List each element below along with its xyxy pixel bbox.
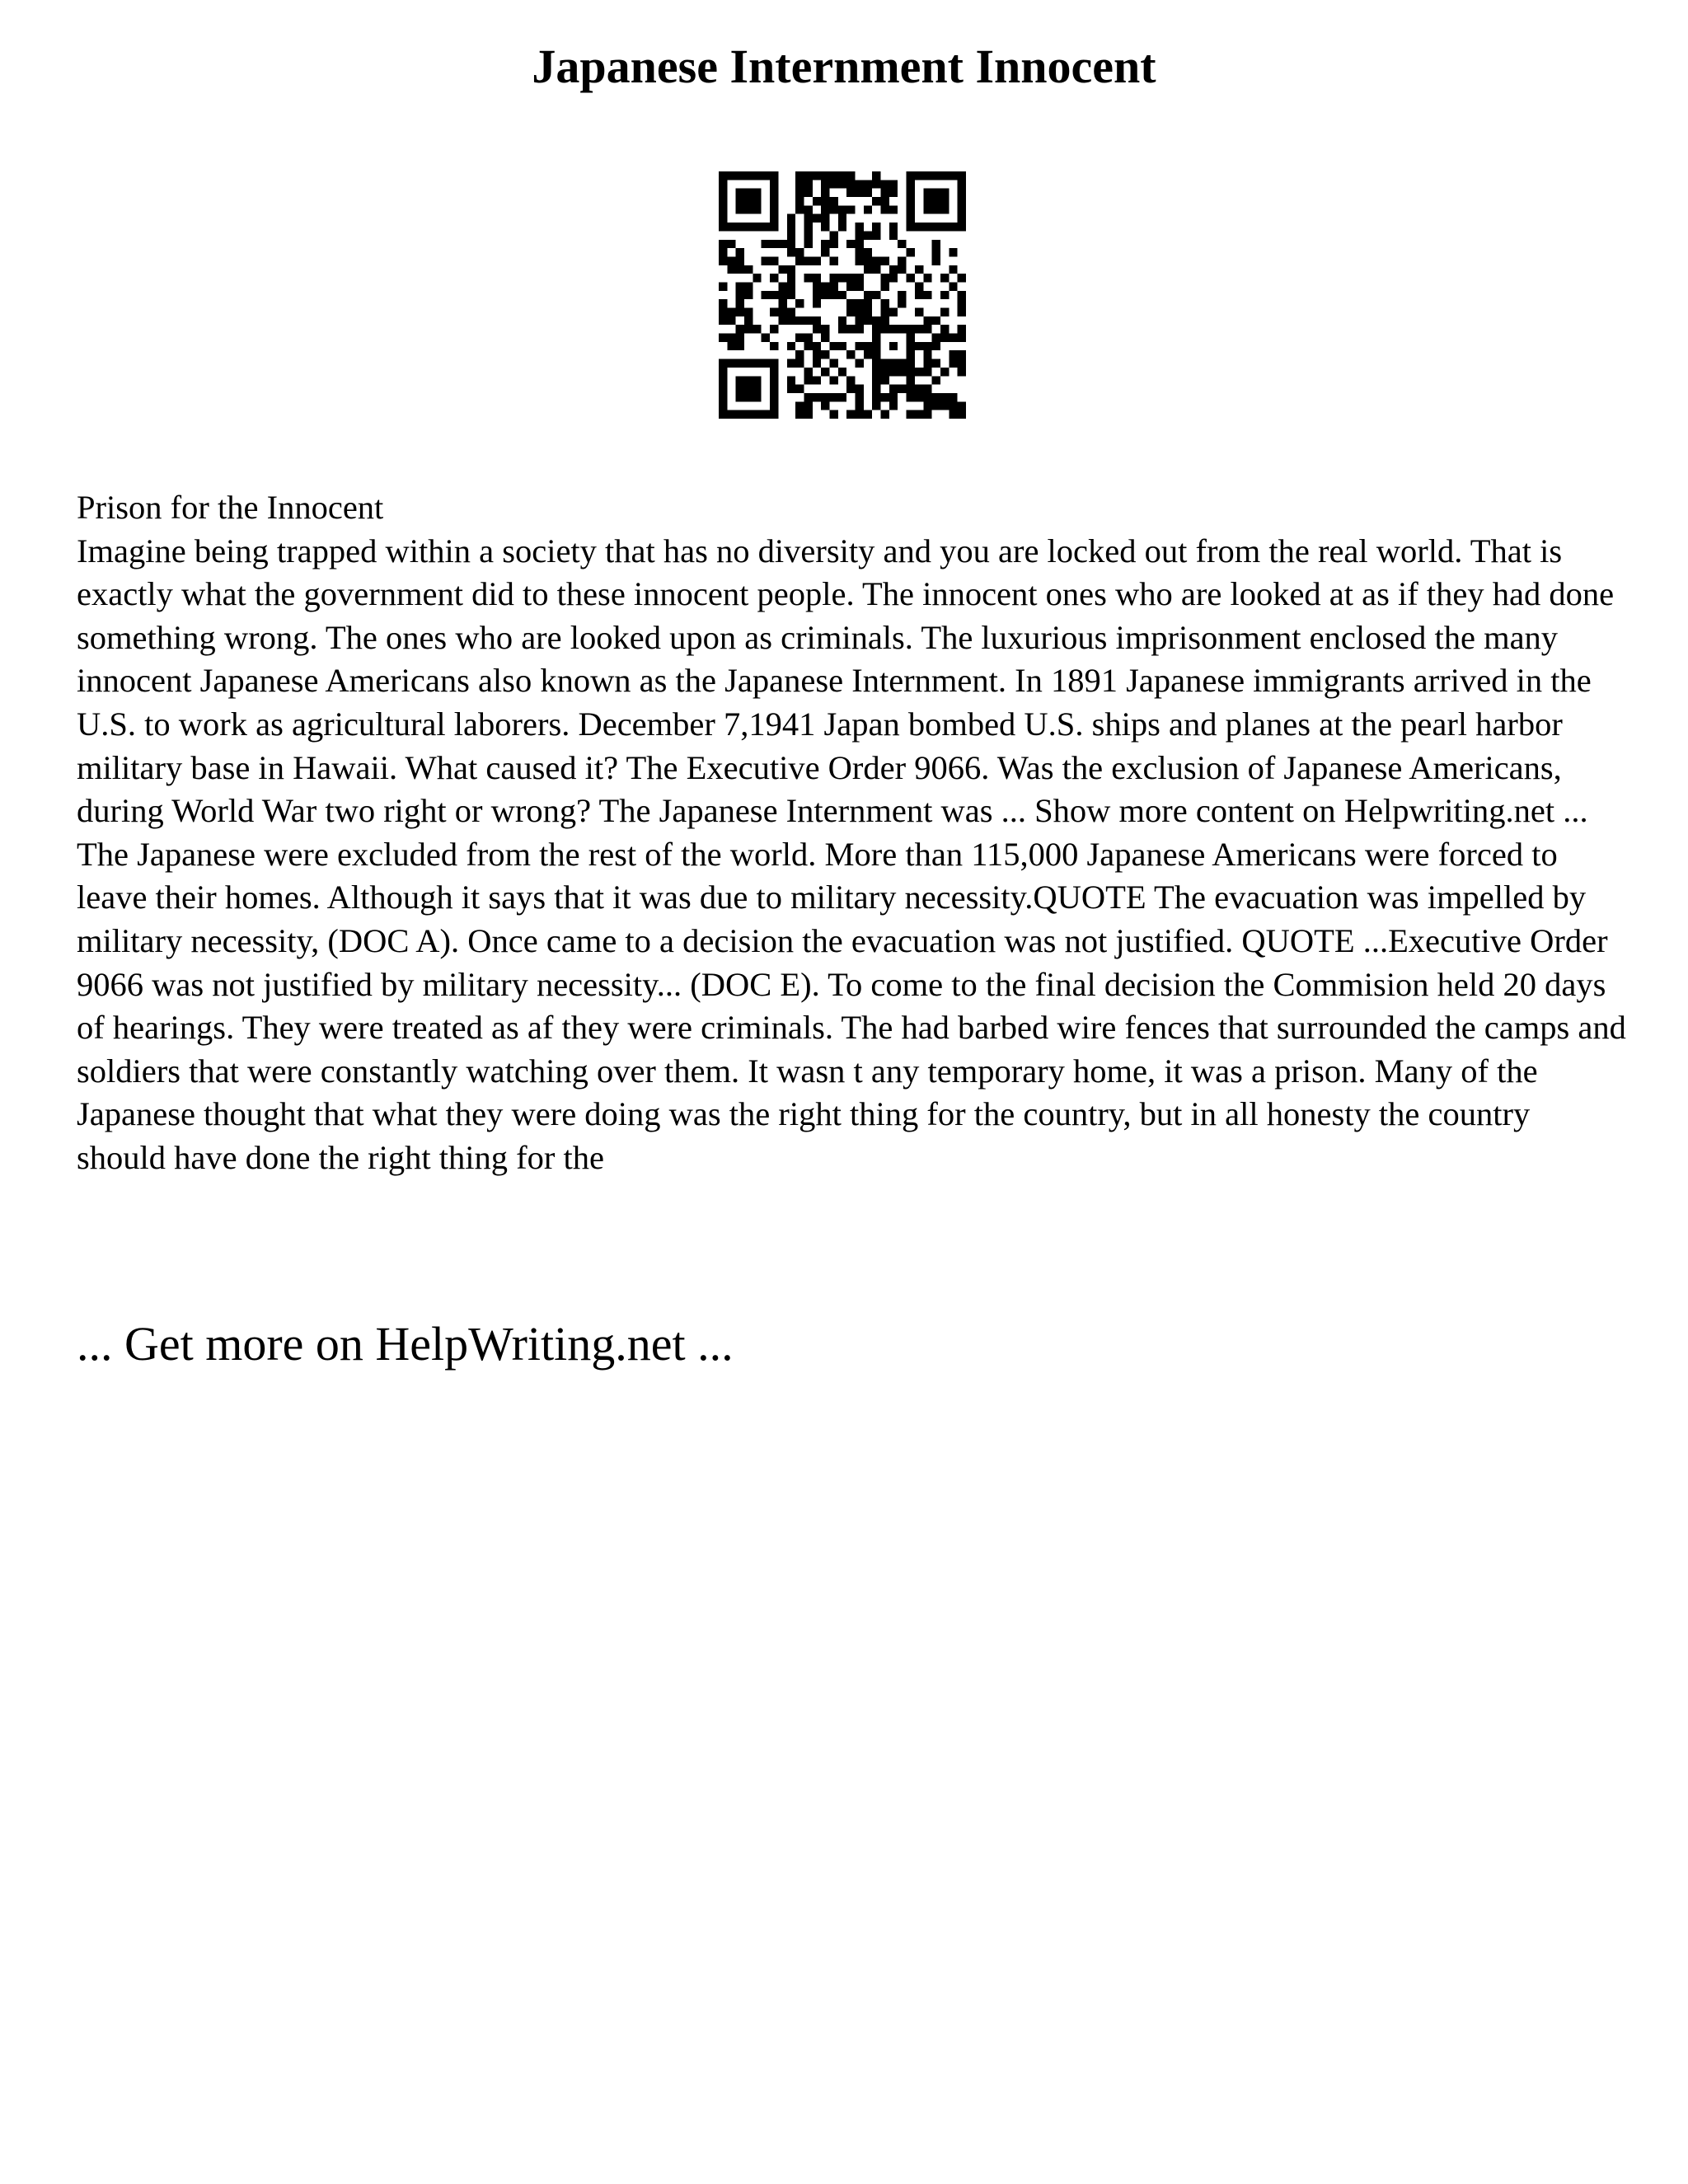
get-more-link[interactable]: ... Get more on HelpWriting.net ... <box>77 1317 734 1371</box>
article-body <box>77 486 1626 1180</box>
page-title: Japanese Internment Innocent <box>532 40 1156 93</box>
qr-code-icon[interactable] <box>719 171 966 419</box>
qr-code-graphic <box>719 171 966 419</box>
article-subtitle: Prison for the Innocent <box>77 489 384 526</box>
article-text: Imagine being trapped within a society that has no diversity and you are locked out from the real world. That is exactly what the government did to these innocent people. The innocent ones who are looked at as if they had done something wrong. The ones who are looked upon as criminals. The luxurious imprisonment enclosed the many innocent Japanese Americans also known as the Japanese Internment. In 1891 Japanese immigrants arrived in the U.S. to work as agricultural laborers. December 7,1941 Japan bombed U.S. ships and planes at the pearl harbor military base in Hawaii. What caused it? The Executive Order 9066. Was the exclusion of Japanese Americans, during World War two right or wrong? The Japanese Internment was ... Show more content on Helpwriting.net ... The Japanese were excluded from the rest of the world. More than 115,000 Japanese Americans were forced to leave their homes. Although it says that it was due to military necessity.QUOTE The evacuation was impelled by military necessity, (DOC A). Once came to a decision the evacuation was not justified. QUOTE ...Executive Order 9066 was not justified by military necessity... (DOC E). To come to the final decision the Commision held 20 days of hearings. They were treated as af they were criminals. The had barbed wire fences that surrounded the camps and soldiers that were constantly watching over them. It wasn t any temporary home, it was a prison. Many of the Japanese thought that what they were doing was the right thing for the country, but in all honesty the country should have done the right thing for the <box>77 532 1626 1176</box>
